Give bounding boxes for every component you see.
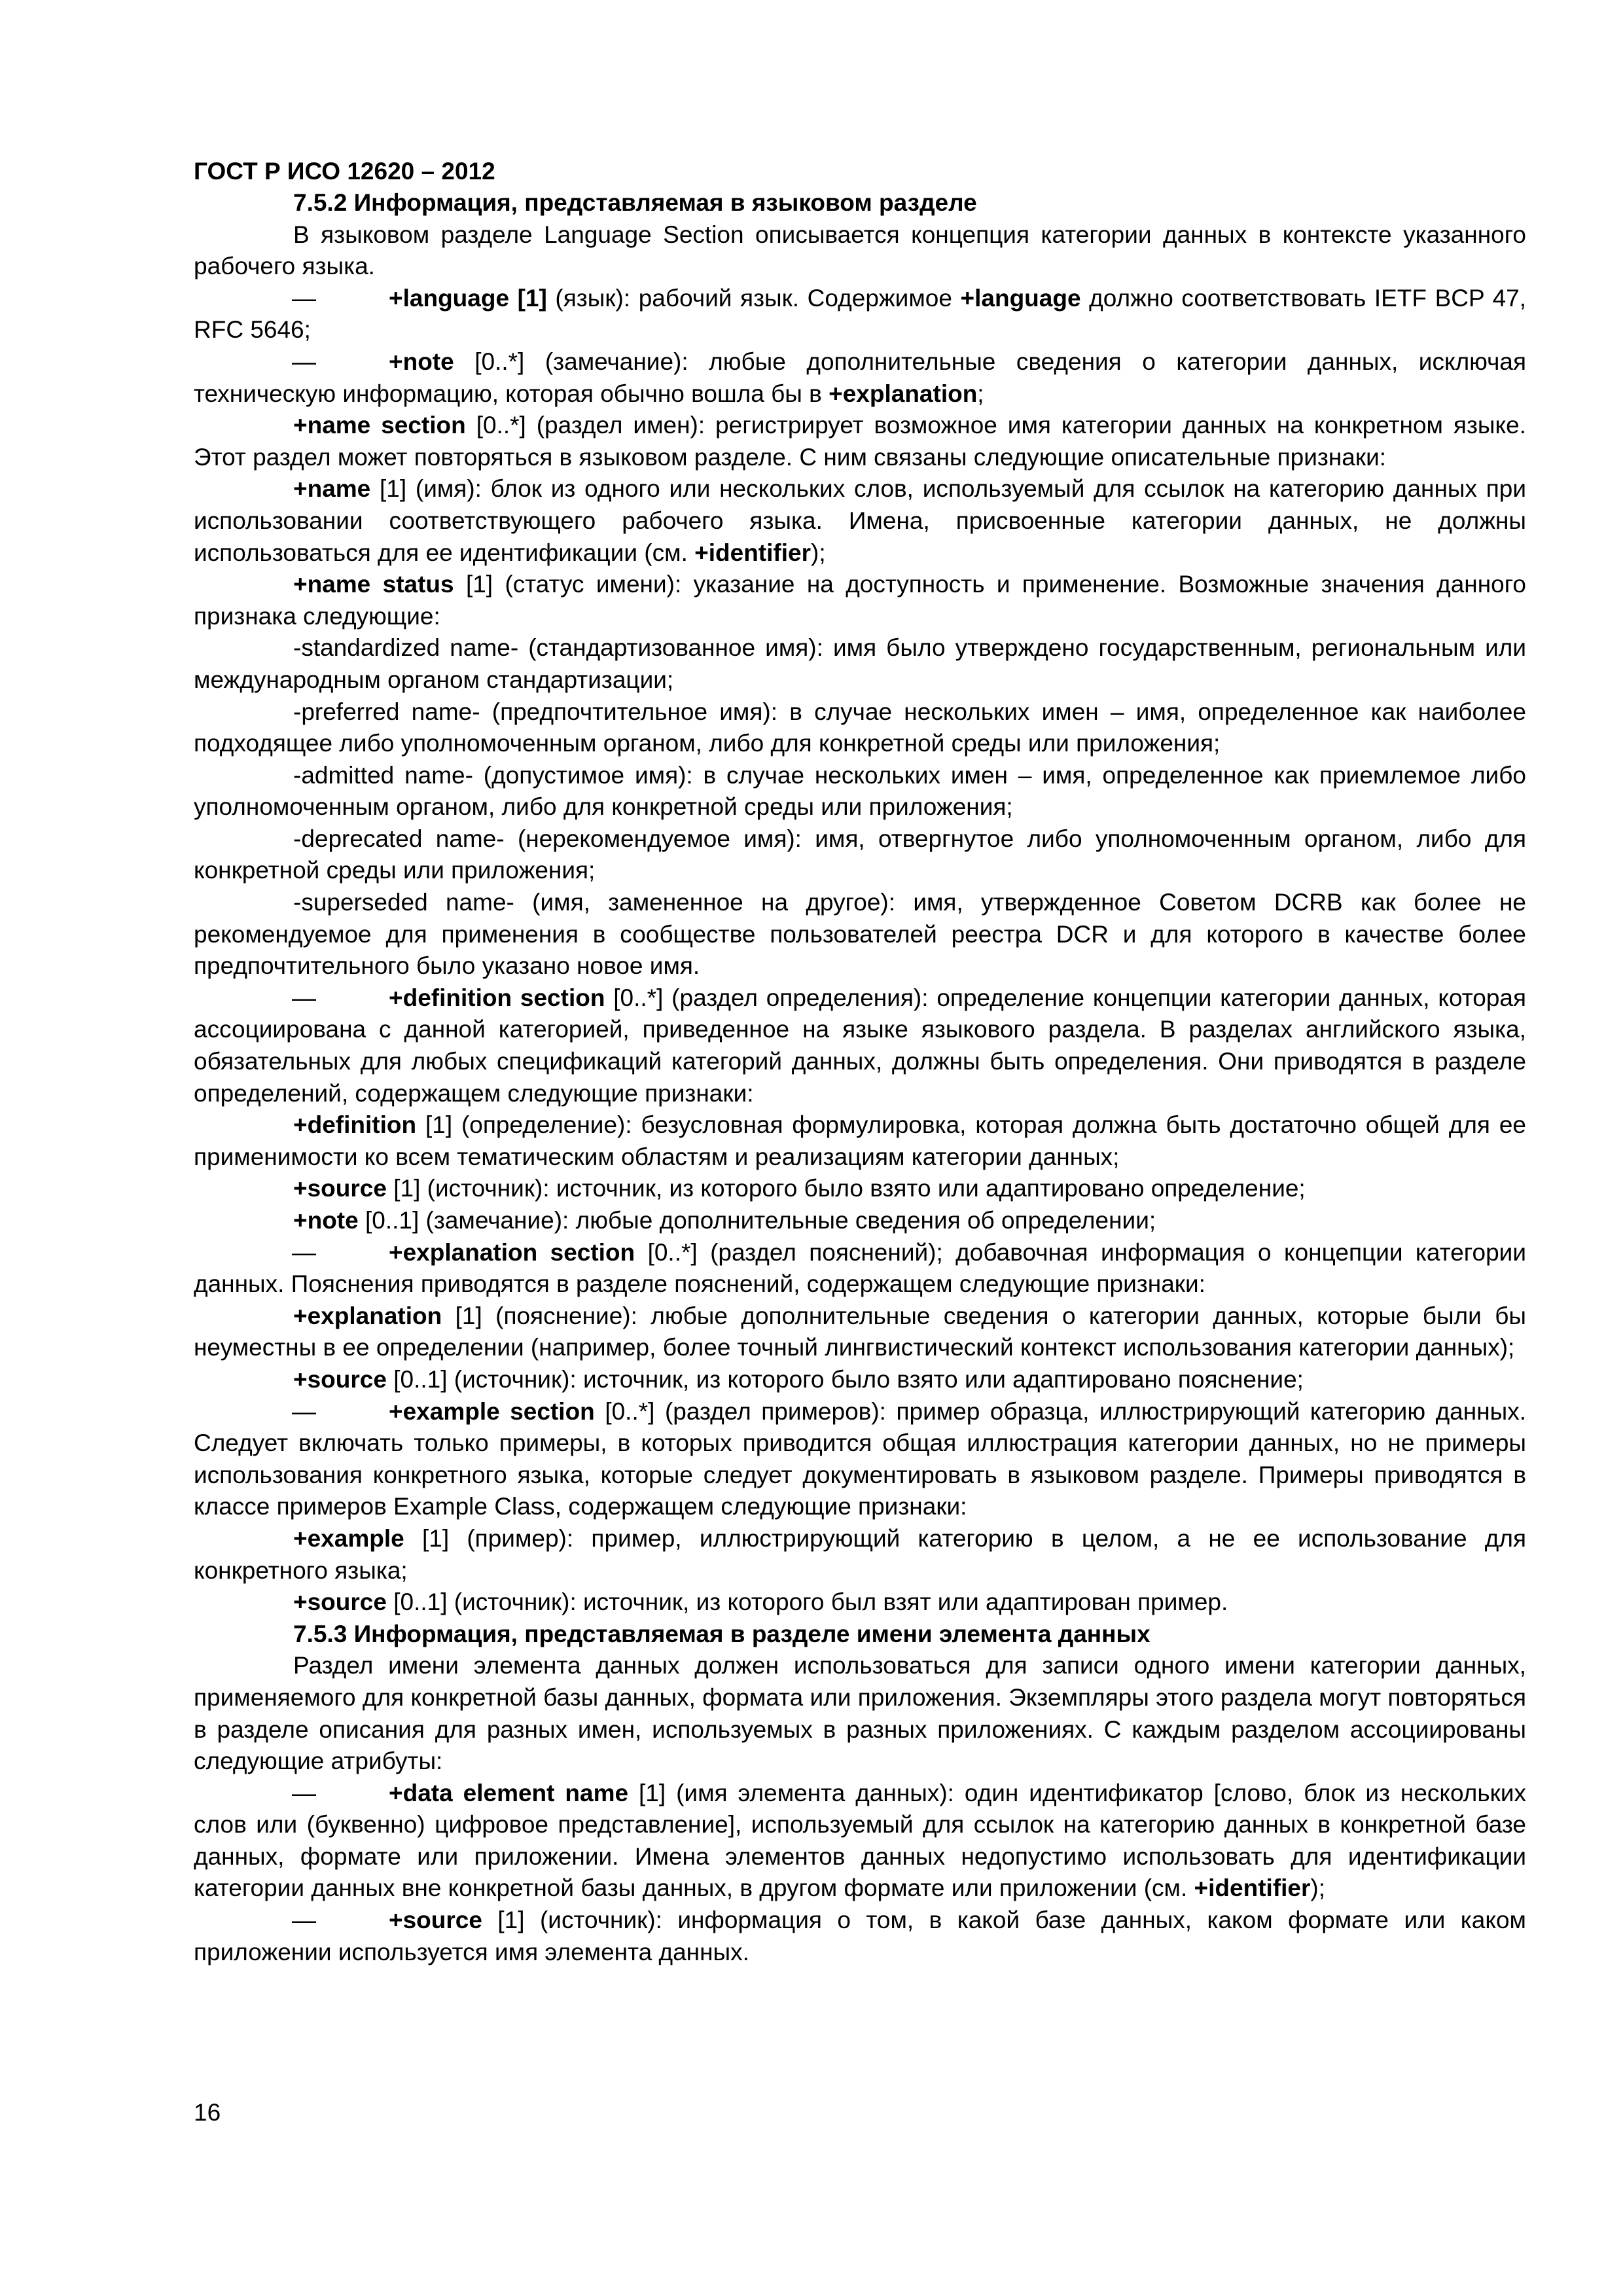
item-source-example — [194, 1587, 1526, 1619]
paragraph-language-section-intro: В языковом разделе Language Section описывается концепция категории данных в контексте указанного рабочего языка. — [194, 221, 1526, 280]
item-text: [0..1] (замечание): любые дополнительные сведения об определении; — [358, 1207, 1156, 1234]
section-heading-7-5-2: 7.5.2 Информация, представляемая в языковом разделе — [293, 189, 977, 216]
item-text: должно соответствовать IETF BCP 47, RFC 5646; — [194, 284, 1527, 344]
item-text: [0..1] (источник): источник, из которого было взято или адаптировано пояснение; — [386, 1365, 1304, 1393]
item-text: [0..*] (раздел определения): определение концепции категории данных, которая ассоциирована с данной категорией, приведенное на языке языкового раздела. В разделах английского языка, обязательных для любых спецификаций категорий данных, должны быть определения. Они приводятся в разделе определений, содержащем следующие признаки: — [194, 984, 1527, 1107]
item-explanation — [194, 1300, 1526, 1364]
term-example: +example — [293, 1524, 404, 1552]
item-text: [1] (источник): информация о том, в какой базе данных, каком формате или каком приложении используется имя элемента данных. — [194, 1907, 1526, 1965]
item-text: [1] (источник): источник, из которого было взято или адаптировано определение; — [386, 1175, 1306, 1202]
item-text: [0..*] (раздел примеров): пример образца, иллюстрирующий категорию данных. Следует включать только примеры, в которых приводится общая иллюстрация категории данных, но не примеры использования конкретного языка, которые следует документировать в языковом разделе. Примеры приводятся в классе примеров Example Class, содержащем следующие признаки: — [194, 1397, 1527, 1520]
term-name-status: +name status — [293, 571, 454, 598]
term-source: +source — [293, 1588, 387, 1616]
item-text: [0..1] (источник): источник, из которого был взят или адаптирован пример. — [386, 1588, 1228, 1616]
item-text: [0..*] (замечание): любые дополнительные сведения о категории данных, исключая техническую информацию, которая обычно вошла бы в — [194, 348, 1526, 407]
item-example — [194, 1523, 1526, 1587]
dash-marker: — — [292, 1238, 316, 1266]
item-source-explanation — [194, 1364, 1526, 1396]
term-data-element-name: +data element name — [389, 1779, 629, 1806]
item-definition-section — [194, 982, 1526, 1109]
paragraph-data-element-intro: Раздел имени элемента данных должен использоваться для записи одного имени категории данных, применяемого для конкретной базы данных, формата или приложения. Экземпляры этого раздела могут повторяться в разделе описания для разных имен, используемых в разных приложениях. С каждым разделом ассоциированы следующие атрибуты: — [194, 1652, 1526, 1775]
item-text: [1] (имя): блок из одного или нескольких слов, используемый для ссылок на категорию данных при использовании соответствующего рабочего языка. Имена, присвоенные категории данных, не должны использоваться для ее идентификации (см. — [194, 475, 1526, 566]
item-name — [194, 473, 1526, 569]
status-preferred: -preferred name- (предпочтительное имя): в случае нескольких имен – имя, определенное как наиболее подходящее либо уполномоченным органом, либо для конкретной среды или приложения; — [194, 698, 1526, 757]
item-example-section — [194, 1396, 1526, 1523]
dash-marker: — — [292, 1779, 316, 1806]
term-identifier: +identifier — [694, 539, 811, 566]
term-name-section: +name section — [293, 412, 466, 439]
item-text: (язык): рабочий язык. Содержимое — [546, 284, 961, 312]
term-source: +source — [293, 1175, 387, 1202]
term-source: +source — [293, 1365, 387, 1393]
dash-marker: — — [292, 348, 316, 375]
item-text: [1] (определение): безусловная формулировка, которая должна быть достаточно общей для ее применимости ко всем тематическим областям и реализациям категории данных; — [194, 1111, 1526, 1170]
status-admitted: -admitted name- (допустимое имя): в случае нескольких имен – имя, определенное как приемлемое либо уполномоченным органом, либо для конкретной среды или приложения; — [194, 761, 1526, 821]
term-note: +note — [293, 1207, 359, 1234]
item-text: [1] (пояснение): любые дополнительные сведения о категории данных, которые были бы неуместны в ее определении (например, более точный лингвистический контекст использования категории данных); — [194, 1302, 1526, 1361]
item-data-element-name — [194, 1778, 1526, 1905]
item-name-section — [194, 410, 1526, 473]
term-name: +name — [293, 475, 371, 503]
term-definition: +definition — [293, 1111, 417, 1139]
item-text: [1] (имя элемента данных): один идентификатор [слово, блок из нескольких слов или (буквенно) цифровое представление], используемый для ссылок на категорию данных в конкретной базе данных, формате или приложении. Имена элементов данных недопустимо использовать для идентификации категории данных вне конкретной базы данных, в другом формате или приложении (см. — [194, 1779, 1526, 1902]
document-header: ГОСТ Р ИСО 12620 – 2012 — [194, 158, 495, 185]
term-note: +note — [389, 348, 454, 375]
item-note — [194, 346, 1526, 410]
item-text: ); — [811, 539, 826, 566]
item-definition — [194, 1109, 1526, 1173]
term-example-section: +example section — [389, 1397, 595, 1425]
item-language — [194, 283, 1526, 346]
term-definition-section: +definition section — [389, 984, 605, 1011]
term-explanation-section: +explanation section — [389, 1238, 635, 1266]
page-number: 16 — [194, 2099, 221, 2126]
section-heading-7-5-3: 7.5.3 Информация, представляемая в разделе имени элемента данных — [293, 1620, 1150, 1647]
dash-marker: — — [292, 1397, 316, 1425]
item-explanation-section — [194, 1237, 1526, 1300]
term-language-2: +language — [960, 284, 1081, 312]
term-identifier: +identifier — [1194, 1874, 1311, 1902]
dash-marker: — — [292, 1907, 316, 1934]
item-text: [1] (статус имени): указание на доступность и применение. Возможные значения данного признака следующие: — [194, 571, 1526, 630]
item-text: [0..*] (раздел пояснений); добавочная информация о концепции категории данных. Пояснения приводятся в разделе пояснений, содержащем следующие признаки: — [194, 1238, 1526, 1298]
item-text: [0..*] (раздел имен): регистрирует возможное имя категории данных на конкретном языке. Этот раздел может повторяться в языковом разделе. С ним связаны следующие описательные признаки: — [194, 412, 1526, 471]
item-text: [1] (пример): пример, иллюстрирующий категорию в целом, а не ее использование для конкретного языка; — [194, 1524, 1526, 1584]
term-explanation: +explanation — [293, 1302, 442, 1329]
term-source: +source — [389, 1907, 482, 1934]
dash-marker: — — [292, 984, 316, 1011]
status-superseded: -superseded name- (имя, замененное на другое): имя, утвержденное Советом DCRB как более не рекомендуемое для применения в сообществе пользователей реестра DCR и для которого в качестве более предпочтительного было указано новое имя. — [194, 889, 1526, 980]
item-note-definition — [194, 1205, 1526, 1237]
item-text: ; — [977, 380, 984, 407]
item-name-status — [194, 569, 1526, 632]
status-deprecated: -deprecated name- (нерекомендуемое имя): имя, отвергнутое либо уполномоченным органом, либо для конкретной среды или приложения; — [194, 825, 1526, 884]
item-text: ); — [1310, 1874, 1326, 1902]
term-language: +language [1] — [389, 284, 547, 312]
status-standardized: -standardized name- (стандартизованное имя): имя было утверждено государственным, региональным или международным органом стандартизации; — [194, 634, 1526, 693]
page-body — [194, 156, 1526, 1968]
term-explanation: +explanation — [829, 380, 978, 407]
item-source-definition — [194, 1173, 1526, 1205]
item-source-data-element — [194, 1905, 1526, 1968]
dash-marker: — — [292, 284, 316, 312]
